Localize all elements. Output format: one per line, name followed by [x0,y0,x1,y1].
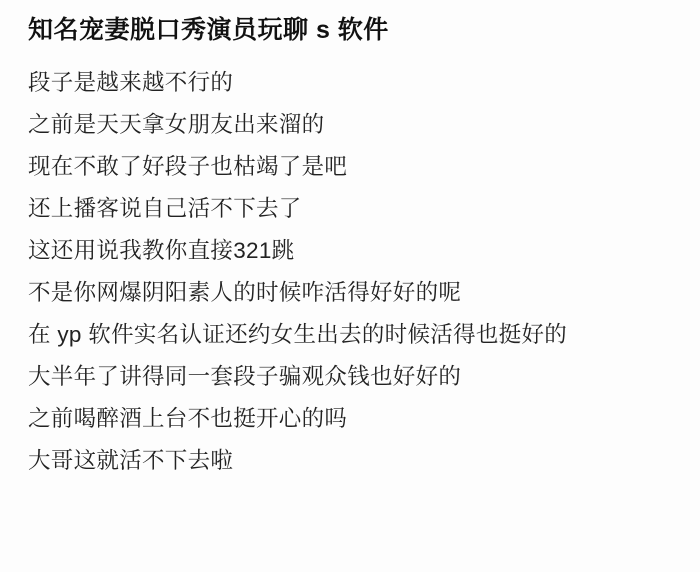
text-line: 这还用说我教你直接321跳 [28,237,295,263]
text-line: 大哥这就活不下去啦 [28,447,234,473]
text-line: 之前是天天拿女朋友出来溜的 [28,111,325,137]
text-line: 在 yp 软件实名认证还约女生出去的时候活得也挺好的 [28,321,568,347]
text-line: 现在不敢了好段子也枯竭了是吧 [28,153,348,179]
document-body [28,62,674,482]
text-line: 大半年了讲得同一套段子骗观众钱也好好的 [28,363,462,389]
text-line: 还上播客说自己活不下去了 [28,195,302,221]
page-title: 知名宠妻脱口秀演员玩聊 s 软件 [28,16,389,44]
text-line: 不是你网爆阴阳素人的时候咋活得好好的呢 [28,279,462,305]
text-line: 段子是越来越不行的 [28,69,234,95]
text-line: 之前喝醉酒上台不也挺开心的吗 [28,405,348,431]
